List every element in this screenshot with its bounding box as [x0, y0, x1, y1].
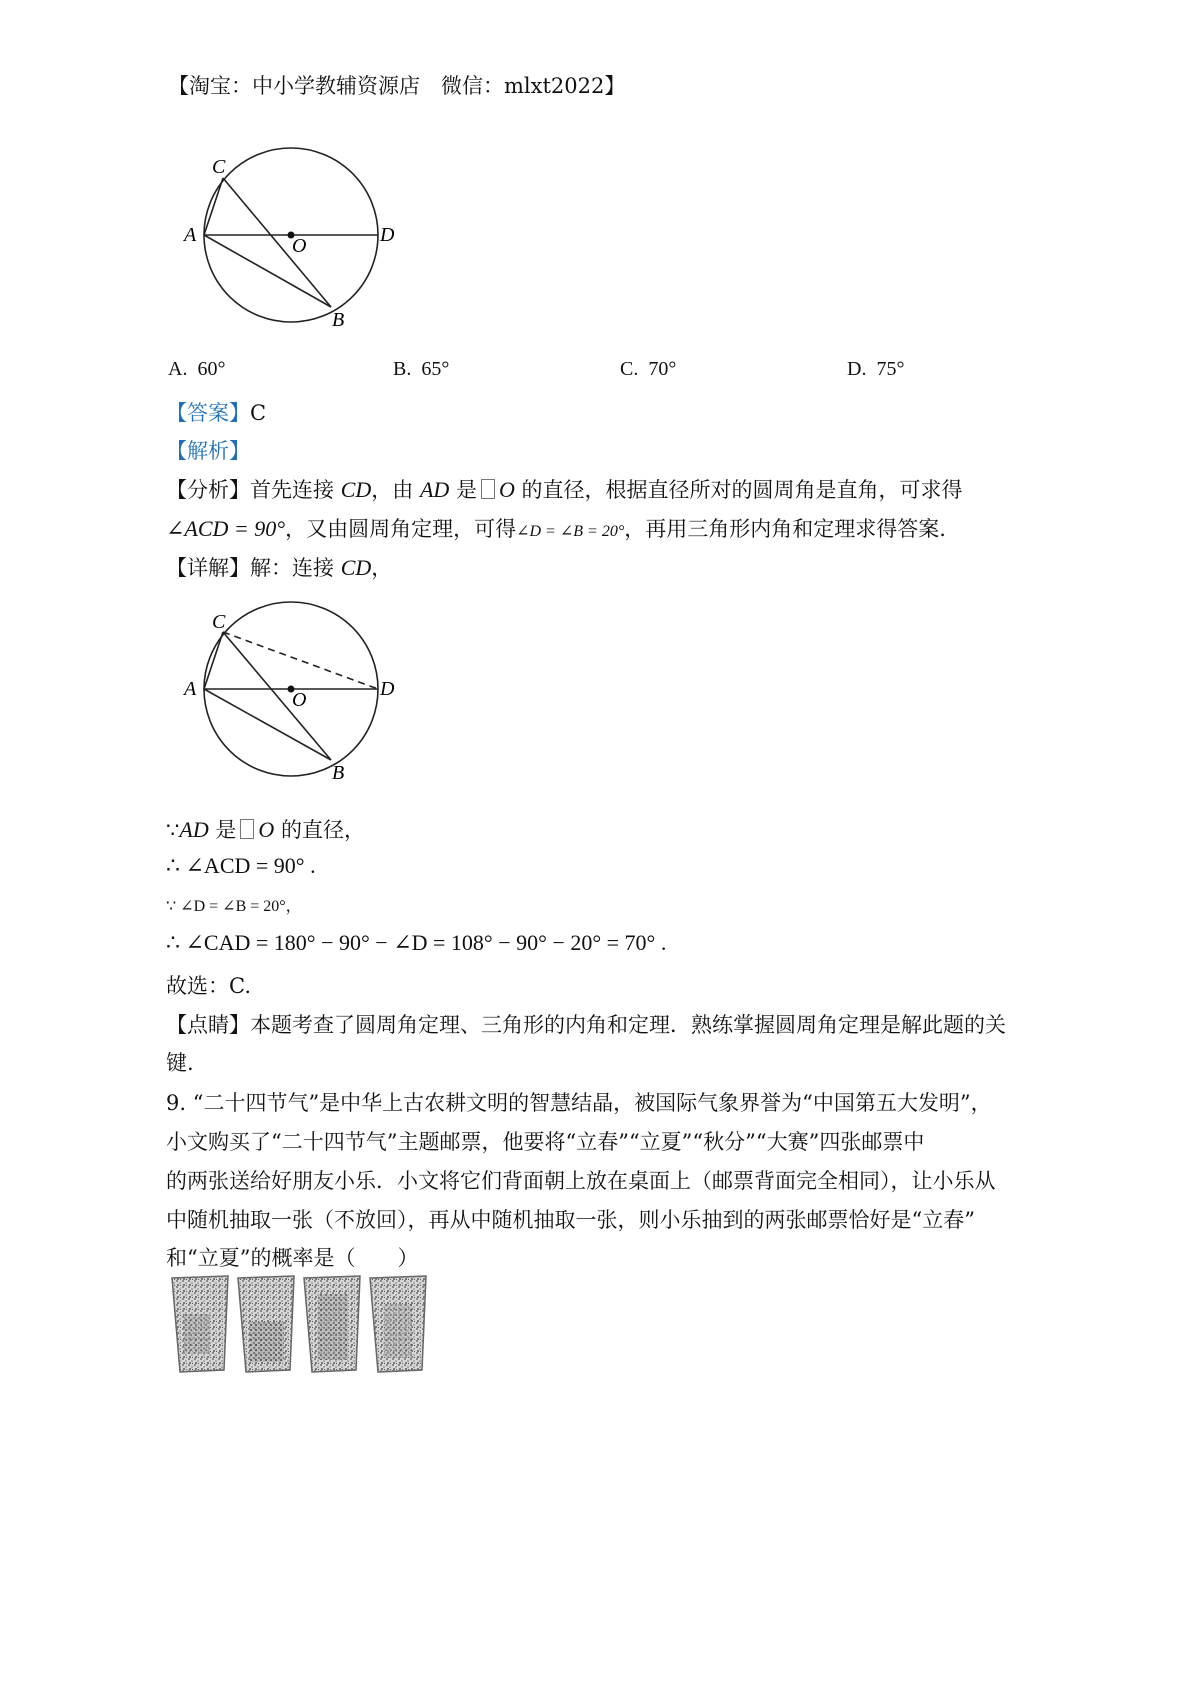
- label-o: O: [292, 235, 307, 257]
- label-a: A: [184, 678, 197, 700]
- option-b: B. 65°: [393, 358, 450, 380]
- label-b: B: [332, 762, 345, 784]
- step-3: ∵ ∠D = ∠B = 20°，: [166, 898, 302, 915]
- step-4: ∴ ∠CAD = 180° − 90° − ∠D = 108° − 90° − 20° = 70° .: [166, 930, 667, 955]
- option-a: A. 60°: [168, 358, 226, 380]
- stamps-image: [170, 1274, 432, 1374]
- q9-line-3: 的两张送给好朋友小乐．小文将它们背面朝上放在桌面上（邮票背面完全相同），让小乐从: [166, 1169, 996, 1193]
- xiangjie-line: 【详解】解：连接 CD，: [166, 555, 393, 580]
- answer-tag: 【答案】: [166, 401, 250, 425]
- chord-ac: [204, 178, 223, 235]
- answer-value: C: [250, 401, 267, 425]
- fenxi-line-1: 【分析】首先连接 CD，由 AD 是 O 的直径，根据直径所对的圆周角是直角，可求得: [166, 477, 963, 502]
- q9-line-4: 中随机抽取一张（不放回），再从中随机抽取一张，则小乐抽到的两张邮票恰好是“立春”: [166, 1208, 975, 1232]
- fenxi-line-2: ∠ACD = 90°，又由圆周角定理，可得∠D = ∠B = 20°，再用三角形内角和定理求得答案.: [166, 516, 946, 541]
- dianjing-line-2: 键.: [166, 1051, 194, 1075]
- stamp-1: [172, 1276, 228, 1372]
- figure-circle-1: [180, 140, 420, 340]
- chord-ac: [204, 632, 223, 689]
- label-c: C: [212, 611, 226, 633]
- step-1: ∵AD 是 O 的直径，: [166, 817, 365, 842]
- label-d: D: [380, 224, 395, 246]
- answer-line: [166, 397, 266, 427]
- label-o: O: [292, 689, 307, 711]
- label-c: C: [212, 156, 226, 178]
- stamp-2: [238, 1276, 294, 1372]
- header-watermark: 【淘宝：中小学教辅资源店 微信：mlxt2022】: [168, 74, 626, 98]
- label-b: B: [332, 309, 345, 331]
- q9-line-5: 和“立夏”的概率是（ ）: [166, 1246, 419, 1270]
- chord-ab: [204, 235, 331, 307]
- circle-symbol-box: [240, 819, 254, 839]
- q9-line-1: 9. “二十四节气”是中华上古农耕文明的智慧结晶，被国际气象界誉为“中国第五大发明”，: [166, 1091, 992, 1115]
- q9-line-2: 小文购买了“二十四节气”主题邮票，他要将“立春”“立夏”“秋分”“大赛”四张邮票中: [166, 1130, 925, 1154]
- label-d: D: [380, 678, 395, 700]
- option-c: C. 70°: [620, 358, 677, 380]
- step-2: ∴ ∠ACD = 90° .: [166, 853, 316, 878]
- stamp-3: [304, 1276, 360, 1372]
- circle-symbol-box: [481, 479, 495, 499]
- figure-circle-2: [180, 595, 420, 795]
- analysis-tag: 【解析】: [166, 439, 250, 463]
- chord-ab: [204, 689, 331, 760]
- guxuan-line: 故选：C.: [166, 974, 251, 998]
- option-d: D. 75°: [847, 358, 905, 380]
- dianjing-line-1: 【点睛】本题考查了圆周角定理、三角形的内角和定理．熟练掌握圆周角定理是解此题的关: [166, 1013, 1006, 1037]
- label-a: A: [184, 224, 197, 246]
- chord-cb: [223, 178, 331, 307]
- chord-cb: [223, 632, 331, 760]
- stamp-4: [370, 1276, 426, 1372]
